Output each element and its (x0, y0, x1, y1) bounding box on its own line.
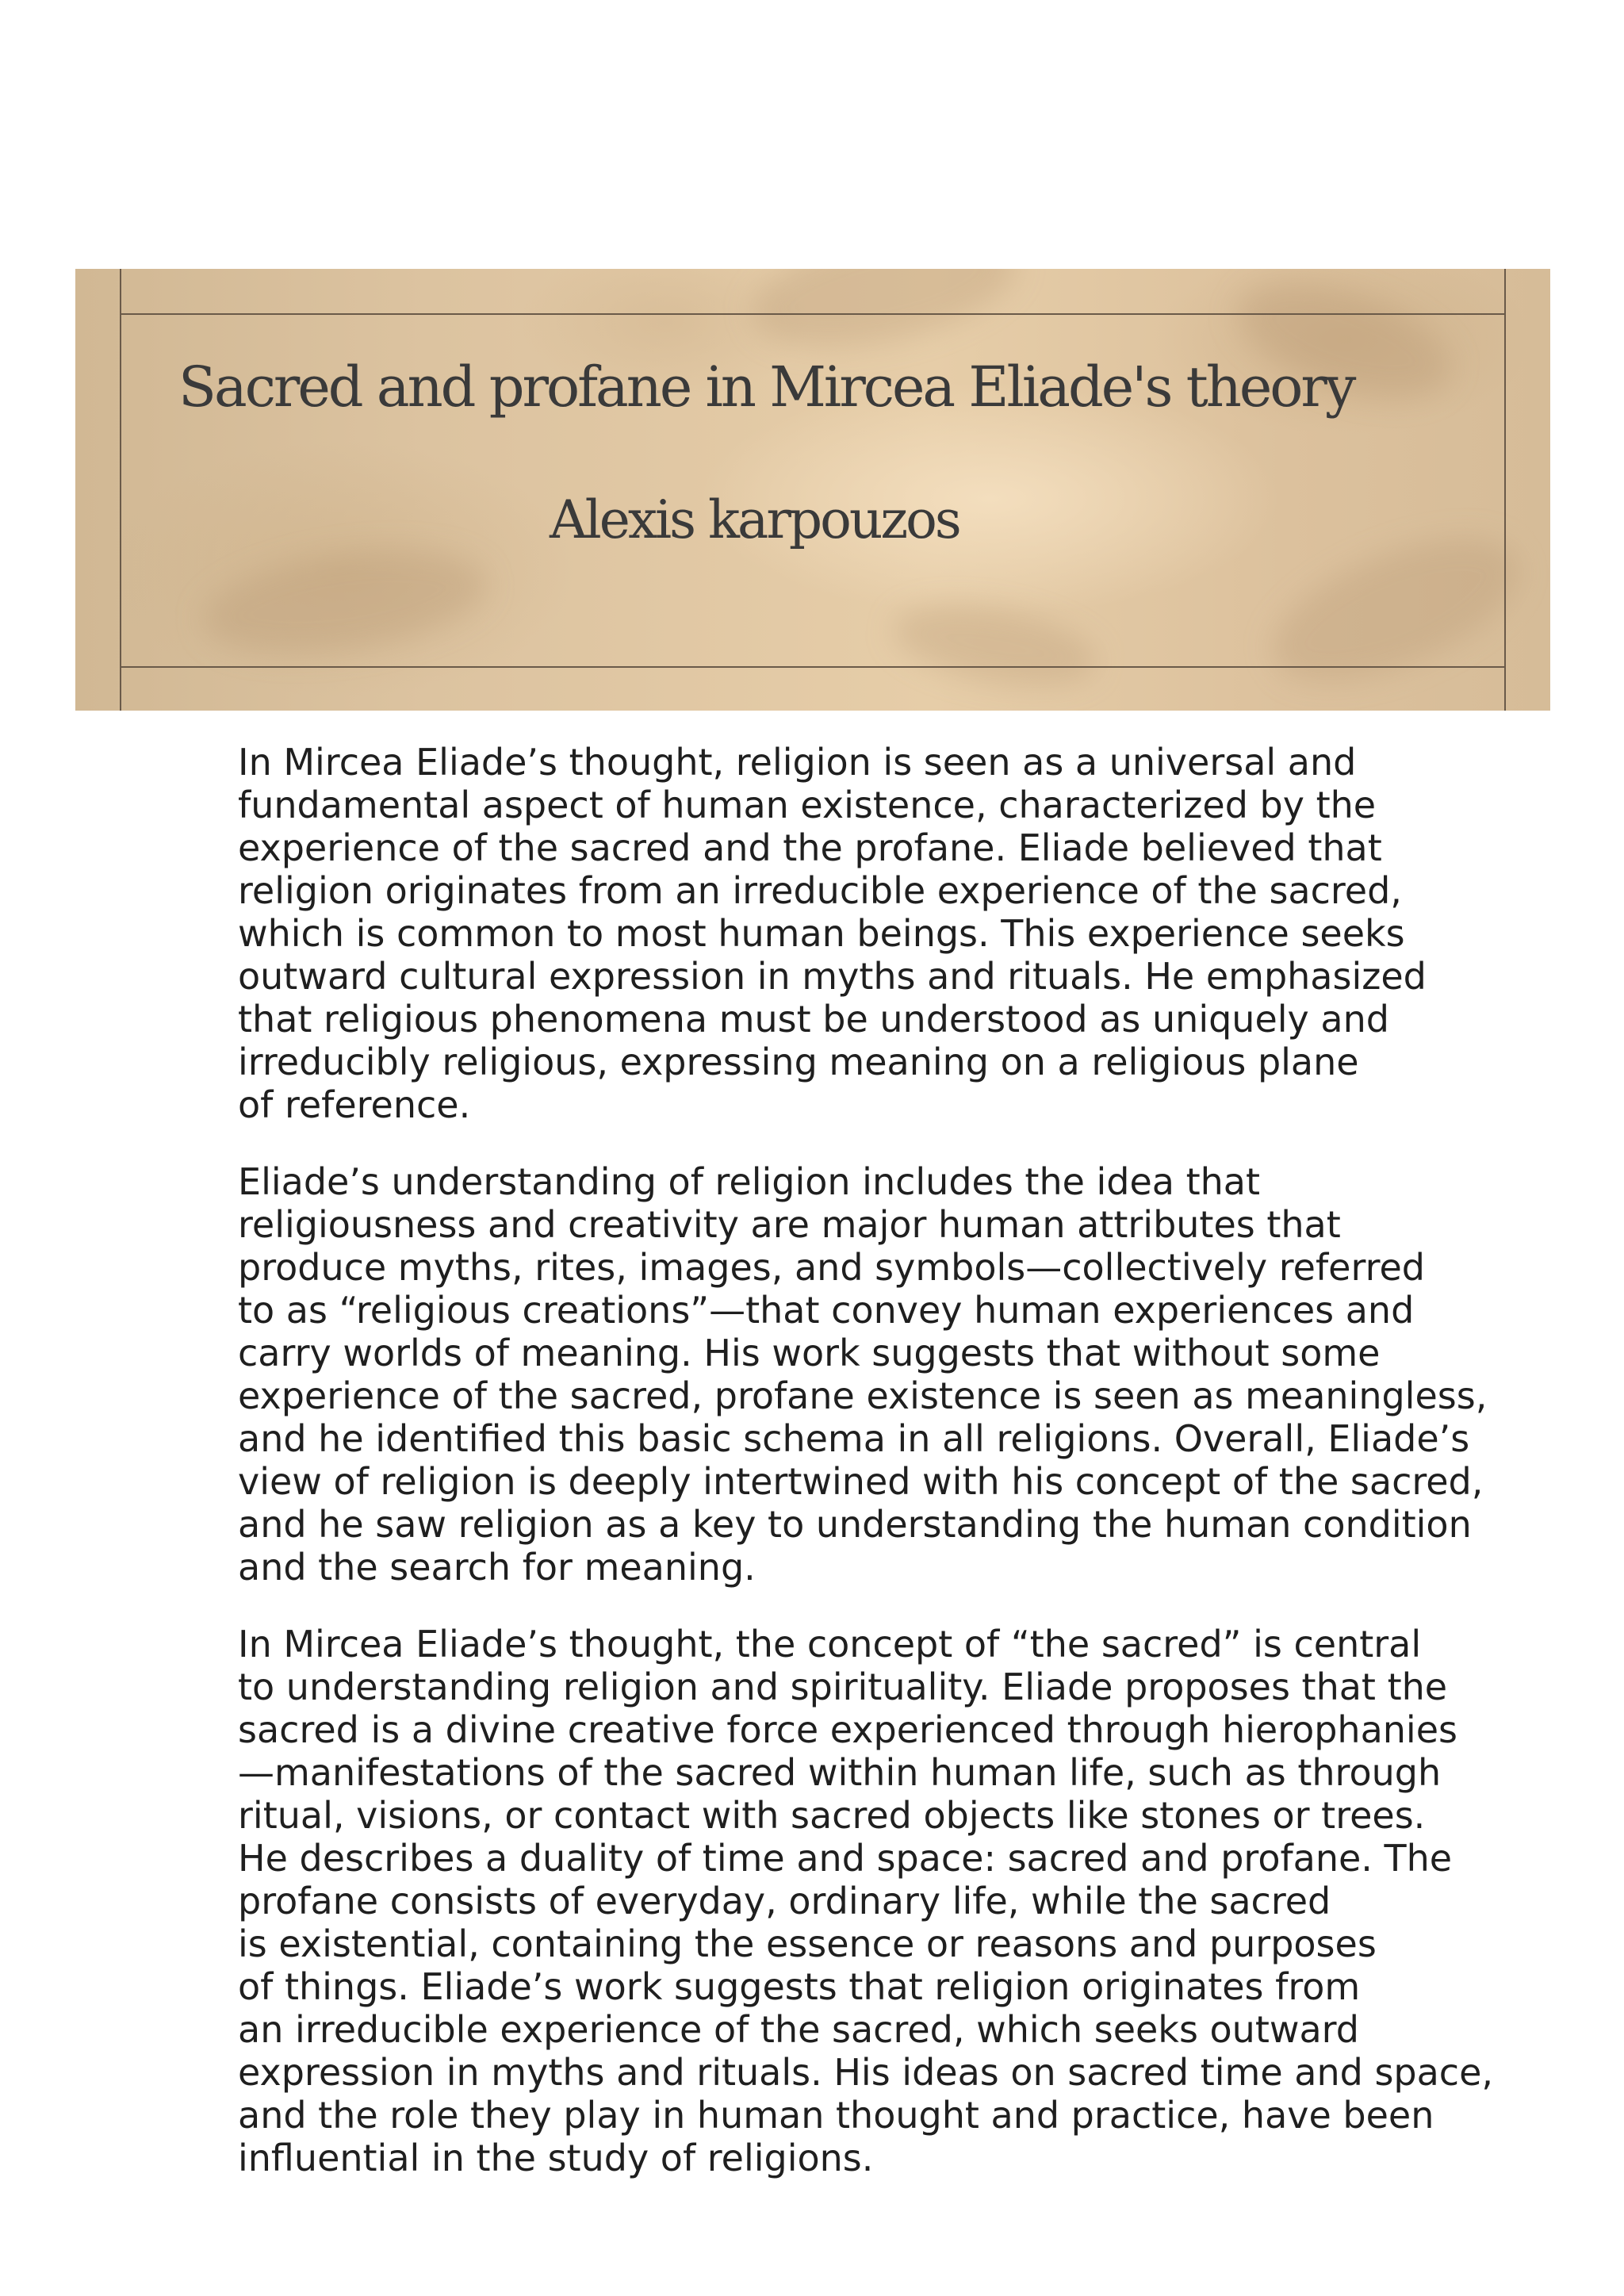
banner-shadow (887, 592, 1103, 699)
banner-shadow (197, 535, 492, 669)
banner-shadow (741, 269, 1027, 367)
banner-frame-bottom-line (121, 666, 1506, 668)
article-body (238, 741, 1554, 2214)
paragraph-3: In Mircea Eliade’s thought, the concept of “the sacred” is central to understanding religion and spirituality. Eliade proposes that the sacred is a divine creative force experienced through hierophanies —manifestations of the sacred within human life, such as through ritual, visions, or contact with sacred objects like stones or trees. He describes a duality of time and space: sacred and profane. The profane consists of everyday, ordinary life, while the sacred is existential, containing the essence or reasons and purposes of things. Eliade’s work suggests that religion originates from an irreducible experience of the sacred, which seeks outward expression in myths and rituals. His ideas on sacred time and space, and the role they play in human thought and practice, have been influential in the study of religions. (238, 1623, 1494, 2179)
page-title: Sacred and profane in Mircea Eliade's theory (178, 355, 1354, 420)
paragraph-1: In Mircea Eliade’s thought, religion is seen as a universal and fundamental aspect of human existence, characterized by the experience of the sacred and the profane. Eliade believed that religion originates from an irreducible experience of the sacred, which is common to most human beings. This experience seeks outward cultural expression in myths and rituals. He emphasized that religious phenomena must be understood as uniquely and irreducibly religious, expressing meaning on a religious plane of reference. (238, 741, 1427, 1126)
paragraph-2: Eliade’s understanding of religion includes the idea that religiousness and creativity are major human attributes that produce myths, rites, images, and symbols—collectively referred to as “religious creations”—that convey human experiences and carry worlds of meaning. His work suggests that without some experience of the sacred, profane existence is seen as meaningless, and he identified this basic schema in all religions. Overall, Eliade’s view of religion is deeply intertwined with his concept of the sacred, and he saw religion as a key to understanding the human condition and the search for meaning. (238, 1160, 1488, 1589)
banner-frame-left-line (120, 269, 121, 711)
banner-frame-top-line (121, 313, 1506, 315)
banner-shadow (1254, 509, 1538, 710)
author-name: Alexis karpouzos (550, 489, 959, 550)
banner-frame-right-line (1504, 269, 1506, 711)
title-banner (75, 269, 1550, 711)
